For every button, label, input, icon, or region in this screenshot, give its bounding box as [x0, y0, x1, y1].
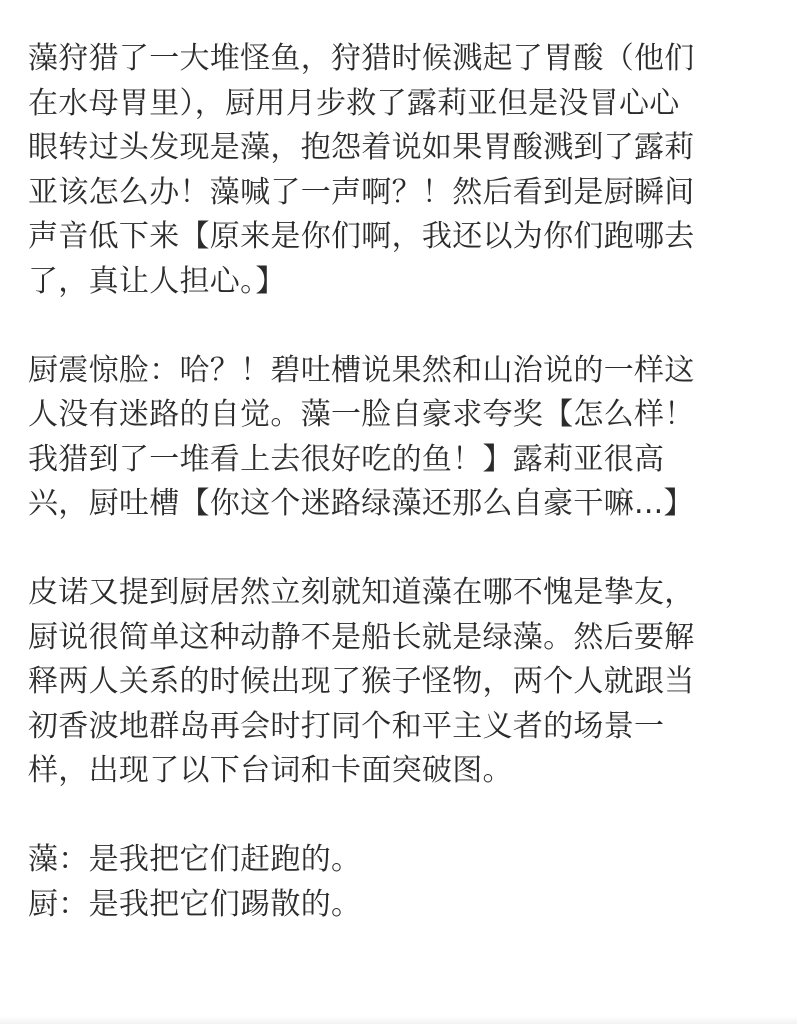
text-line: 样，出现了以下台词和卡面突破图。 [28, 753, 513, 788]
text-line: 我猎到了一堆看上去很好吃的鱼！】露莉亚很高 [28, 441, 665, 477]
text-line: 了，真让人担心。】 [28, 263, 286, 299]
text-line: 眼转过头发现是藻，抱怨着说如果胃酸溅到了露莉 [28, 130, 695, 165]
text-line: 兴，厨吐槽【你这个迷路绿藻还那么自豪干嘛...】 [28, 486, 694, 521]
text-line: 在水母胃里），厨用月步救了露莉亚但是没冒心心 [28, 85, 680, 121]
text-line: 释两人关系的时候出现了猴子怪物，两个人就跟当 [28, 664, 695, 699]
text-line: 皮诺又提到厨居然立刻就知道藻在哪不愧是挚友， [28, 575, 695, 610]
paragraph-spacer [28, 794, 778, 839]
paragraph-2 [28, 349, 778, 527]
text-line: 声音低下来【原来是你们啊，我还以为你们跑哪去 [28, 219, 695, 254]
dialogue-line: 藻：是我把它们赶跑的。 [28, 842, 362, 877]
dialogue-line: 厨：是我把它们踢散的。 [28, 886, 362, 922]
paragraph-1 [28, 37, 778, 304]
paragraph-3 [28, 571, 778, 794]
text-line: 初香波地群岛再会时打同个和平主义者的场景一 [28, 708, 665, 744]
text-line: 人没有迷路的自觉。藻一脸自豪求夸奖【怎么样！ [28, 397, 695, 432]
text-line: 厨说很简单这种动静不是船长就是绿藻。然后要解 [28, 619, 695, 655]
text-line: 厨震惊脸：哈？！碧吐槽说果然和山治说的一样这 [28, 352, 695, 388]
article-body [28, 37, 778, 927]
text-line: 藻狩猎了一大堆怪鱼，狩猎时候溅起了胃酸（他们 [28, 41, 695, 76]
paragraph-spacer [28, 527, 778, 572]
paragraph-spacer [28, 304, 778, 349]
bottom-edge-shade [0, 1016, 797, 1024]
paragraph-4-dialogue [28, 838, 778, 927]
text-line: 亚该怎么办！藻喊了一声啊？！然后看到是厨瞬间 [28, 174, 695, 210]
